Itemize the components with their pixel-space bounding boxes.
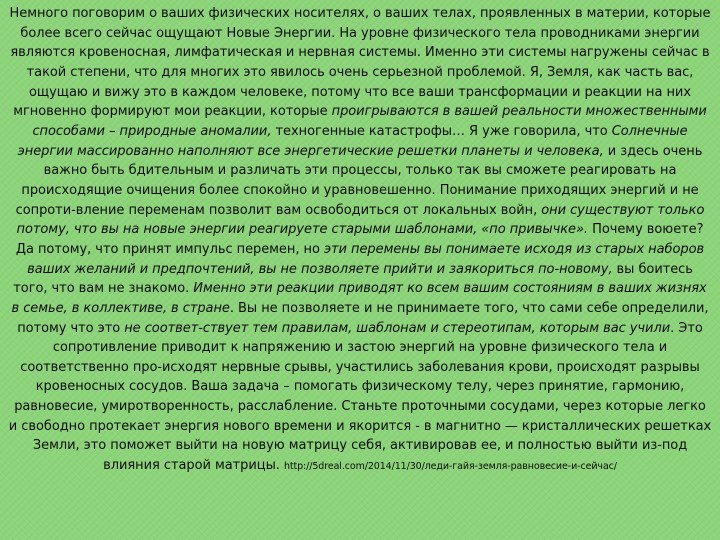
text-run: и здесь очень важно быть бдительным и различать эти процессы, только так вы сможете реагировать на происходящие очищения более спокойно и уравновешенно. Понимание приходящих энергий и не сопроти-вление переменам позволит вам освободиться от локальных войн, (15, 143, 703, 218)
text-run-italic: не соответ-ствует тем правилам, шаблонам и стереотипам, которым вас учили (124, 320, 671, 336)
text-run: . Вы не позволяете и не принимаете того, что сами себе определили, потому что это (17, 300, 709, 336)
text-run: вы боитесь того, что вам не знакомо. (13, 261, 693, 297)
text-run-italic: эти перемены вы понимаете исходя из старых наборов ваших желаний и предпочтений, вы не позволяете прийти и заякориться по-новому, (27, 241, 705, 277)
body-paragraph (8, 4, 712, 477)
text-run-italic: Солнечные энергии массированно наполняют все энергетические решетки планеты и человека, (17, 123, 688, 159)
text-run: техногенные катастрофы… Я уже говорила, что (271, 123, 612, 139)
text-run-italic: проигрываются в вашей реальности множественными способами – природные аномалии, (32, 104, 707, 139)
text-run: . Это сопротивление приводит к напряжению и застою энергий на уровне физического тела и соответственно про-исходят нервные срывы, участились заболевания крови, происходят разрывы кровеносных сосудов. Ваша задача – помогать физическому телу, через принятие, гармонию, равновесие, умиротворенность, расслабление. Станьте проточными сосудами, через которые легко и свободно протекает энергия нового времени и якорится - в магнитно — кристаллических решетках Земли, это поможет выйти на новую матрицу себя, активировав ее, и полностью выйти из-под влияния старой матрицы. (8, 320, 712, 474)
text-run-italic: они существуют только потому, что вы на новые энергии реагируете старыми шаблонами, «по привычке». (16, 202, 705, 238)
text-run: Немного поговорим о ваших физических носителях, о ваших телах, проявленных в материи, которые более всего сейчас ощущают Новые Энергии. На уровне физического тела проводниками энергии являются кровеносная, лимфатическая и нервная системы. Именно эти системы нагружены сейчас в такой степени, что для многих это явилось очень серьезной проблемой. Я, Земля, как часть вас, ощущаю и вижу это в каждом человеке, потому что все ваши трансформации и реакции на них мгновенно формируют мои реакции, которые (9, 6, 711, 120)
source-url[interactable]: http://5dreal.com/2014/11/30/леди-гайя-земля-равновесие-и-сейчас/ (283, 461, 617, 473)
text-run: Почему воюете? Да потому, что принят импульс перемен, но (15, 222, 704, 257)
text-run-italic: Именно эти реакции приводят ко всем вашим состояниям в ваших жизнях в семье, в коллективе, в стране (11, 281, 707, 316)
